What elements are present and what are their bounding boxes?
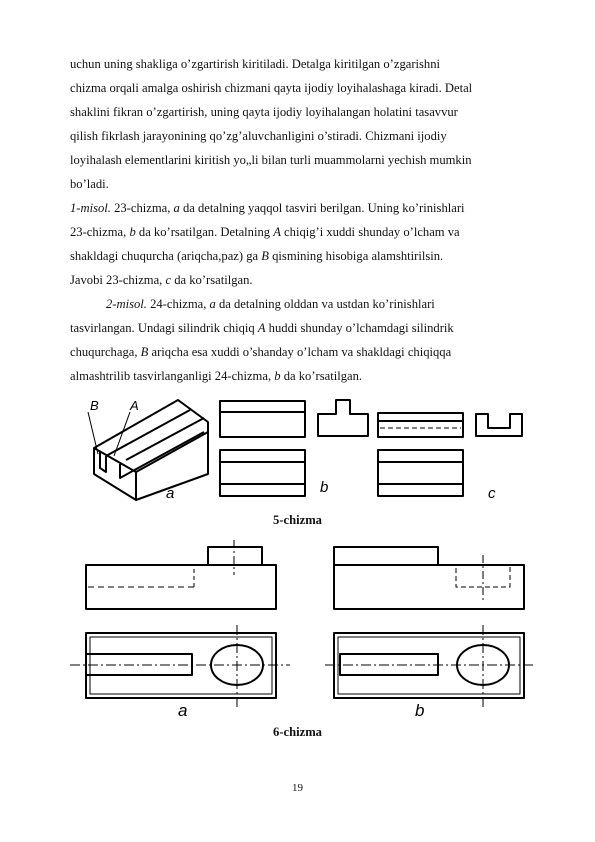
text-span: 23-chizma,	[110, 201, 174, 215]
text-line: uchun uning shakliga o’zgartirish kiritiladi. Detalga kiritilgan o’zgarishni	[70, 57, 441, 71]
text-span: da detalning yaqqol tasviri berilgan. Uning ko’rinishlari	[179, 201, 465, 215]
example1-line2	[70, 224, 460, 240]
text-span: 23-chizma,	[70, 225, 130, 239]
figure-5-drawing	[0, 390, 595, 510]
page-number: 19	[292, 782, 303, 794]
variable-b: b	[129, 225, 136, 239]
view-b-front	[334, 547, 524, 609]
text-span: Javobi 23-chizma,	[70, 273, 166, 287]
text-span: shakldagi chuqurcha (ariqcha,paz) ga	[70, 249, 262, 263]
text-line: loyihalash elementlarini kiritish yo„li bilan turli muammolarni yechish mumkin	[70, 153, 472, 167]
label-c: c	[488, 485, 496, 502]
text-span: chiqig’i xuddi shunday o’lcham va	[280, 225, 460, 239]
text-span: qismining hisobiga alamshtirilsin.	[268, 249, 444, 263]
figure-6-caption: 6-chizma	[273, 725, 322, 739]
example1-line3	[70, 248, 443, 264]
text-line: chizma orqali amalga oshirish chizmani qayta ijodiy loyihalashaga kiradi. Detal	[70, 81, 473, 95]
example2-line4	[70, 368, 362, 384]
text-line: bo’ladi.	[70, 177, 109, 191]
example2-line1	[106, 296, 435, 312]
text-span: ariqcha esa xuddi o’shanday o’lcham va shakldagi chiqiqqa	[148, 345, 452, 359]
view-c	[378, 413, 522, 496]
isometric-part	[94, 400, 208, 500]
example-label: 1-misol.	[70, 201, 111, 215]
variable-B: B	[261, 249, 269, 263]
label-b: b	[320, 479, 329, 496]
text-span: da ko’rsatilgan. Detalning	[135, 225, 274, 239]
example2-line2	[70, 320, 454, 336]
variable-A: A	[257, 321, 266, 335]
text-span: da ko’rsatilgan.	[171, 273, 253, 287]
text-span: da detalning olddan va ustdan ko’rinishlari	[215, 297, 435, 311]
variable-a: a	[209, 297, 216, 311]
label-b: b	[415, 701, 425, 720]
label-B: B	[90, 398, 99, 413]
text-line: qilish fikrlash jarayonining qo’zg’aluvchanligini o’stiradi. Chizmani ijodiy	[70, 129, 447, 143]
example1-line4	[70, 272, 253, 288]
label-A: A	[130, 398, 139, 413]
figure-6-drawing	[0, 540, 595, 720]
text-line: shaklini fikran o’zgartirish, uning qayta ijodiy loyihalangan holatini tasavvur	[70, 105, 458, 119]
variable-A: A	[273, 225, 281, 239]
variable-c: c	[165, 273, 172, 287]
example1-line1	[70, 200, 465, 216]
view-b-top	[325, 625, 535, 710]
text-span: tasvirlangan. Undagi silindrik chiqiq	[70, 321, 258, 335]
text-span: almashtrilib tasvirlanganligi 24-chizma,	[70, 369, 275, 383]
example-label: 2-misol.	[106, 297, 147, 311]
figure-5-caption: 5-chizma	[273, 513, 322, 527]
text-span: huddi shunday o’lchamdagi silindrik	[265, 321, 454, 335]
example2-line3	[70, 344, 451, 360]
variable-a: a	[173, 201, 180, 215]
view-b	[220, 400, 368, 496]
text-span: 24-chizma,	[146, 297, 210, 311]
label-a: a	[166, 485, 175, 502]
view-a-front	[86, 540, 276, 609]
view-a-top	[70, 625, 290, 710]
variable-B: B	[140, 345, 149, 359]
text-span: chuqurchaga,	[70, 345, 141, 359]
text-span: da ko’rsatilgan.	[280, 369, 363, 383]
label-a: a	[178, 701, 188, 720]
variable-b: b	[274, 369, 281, 383]
